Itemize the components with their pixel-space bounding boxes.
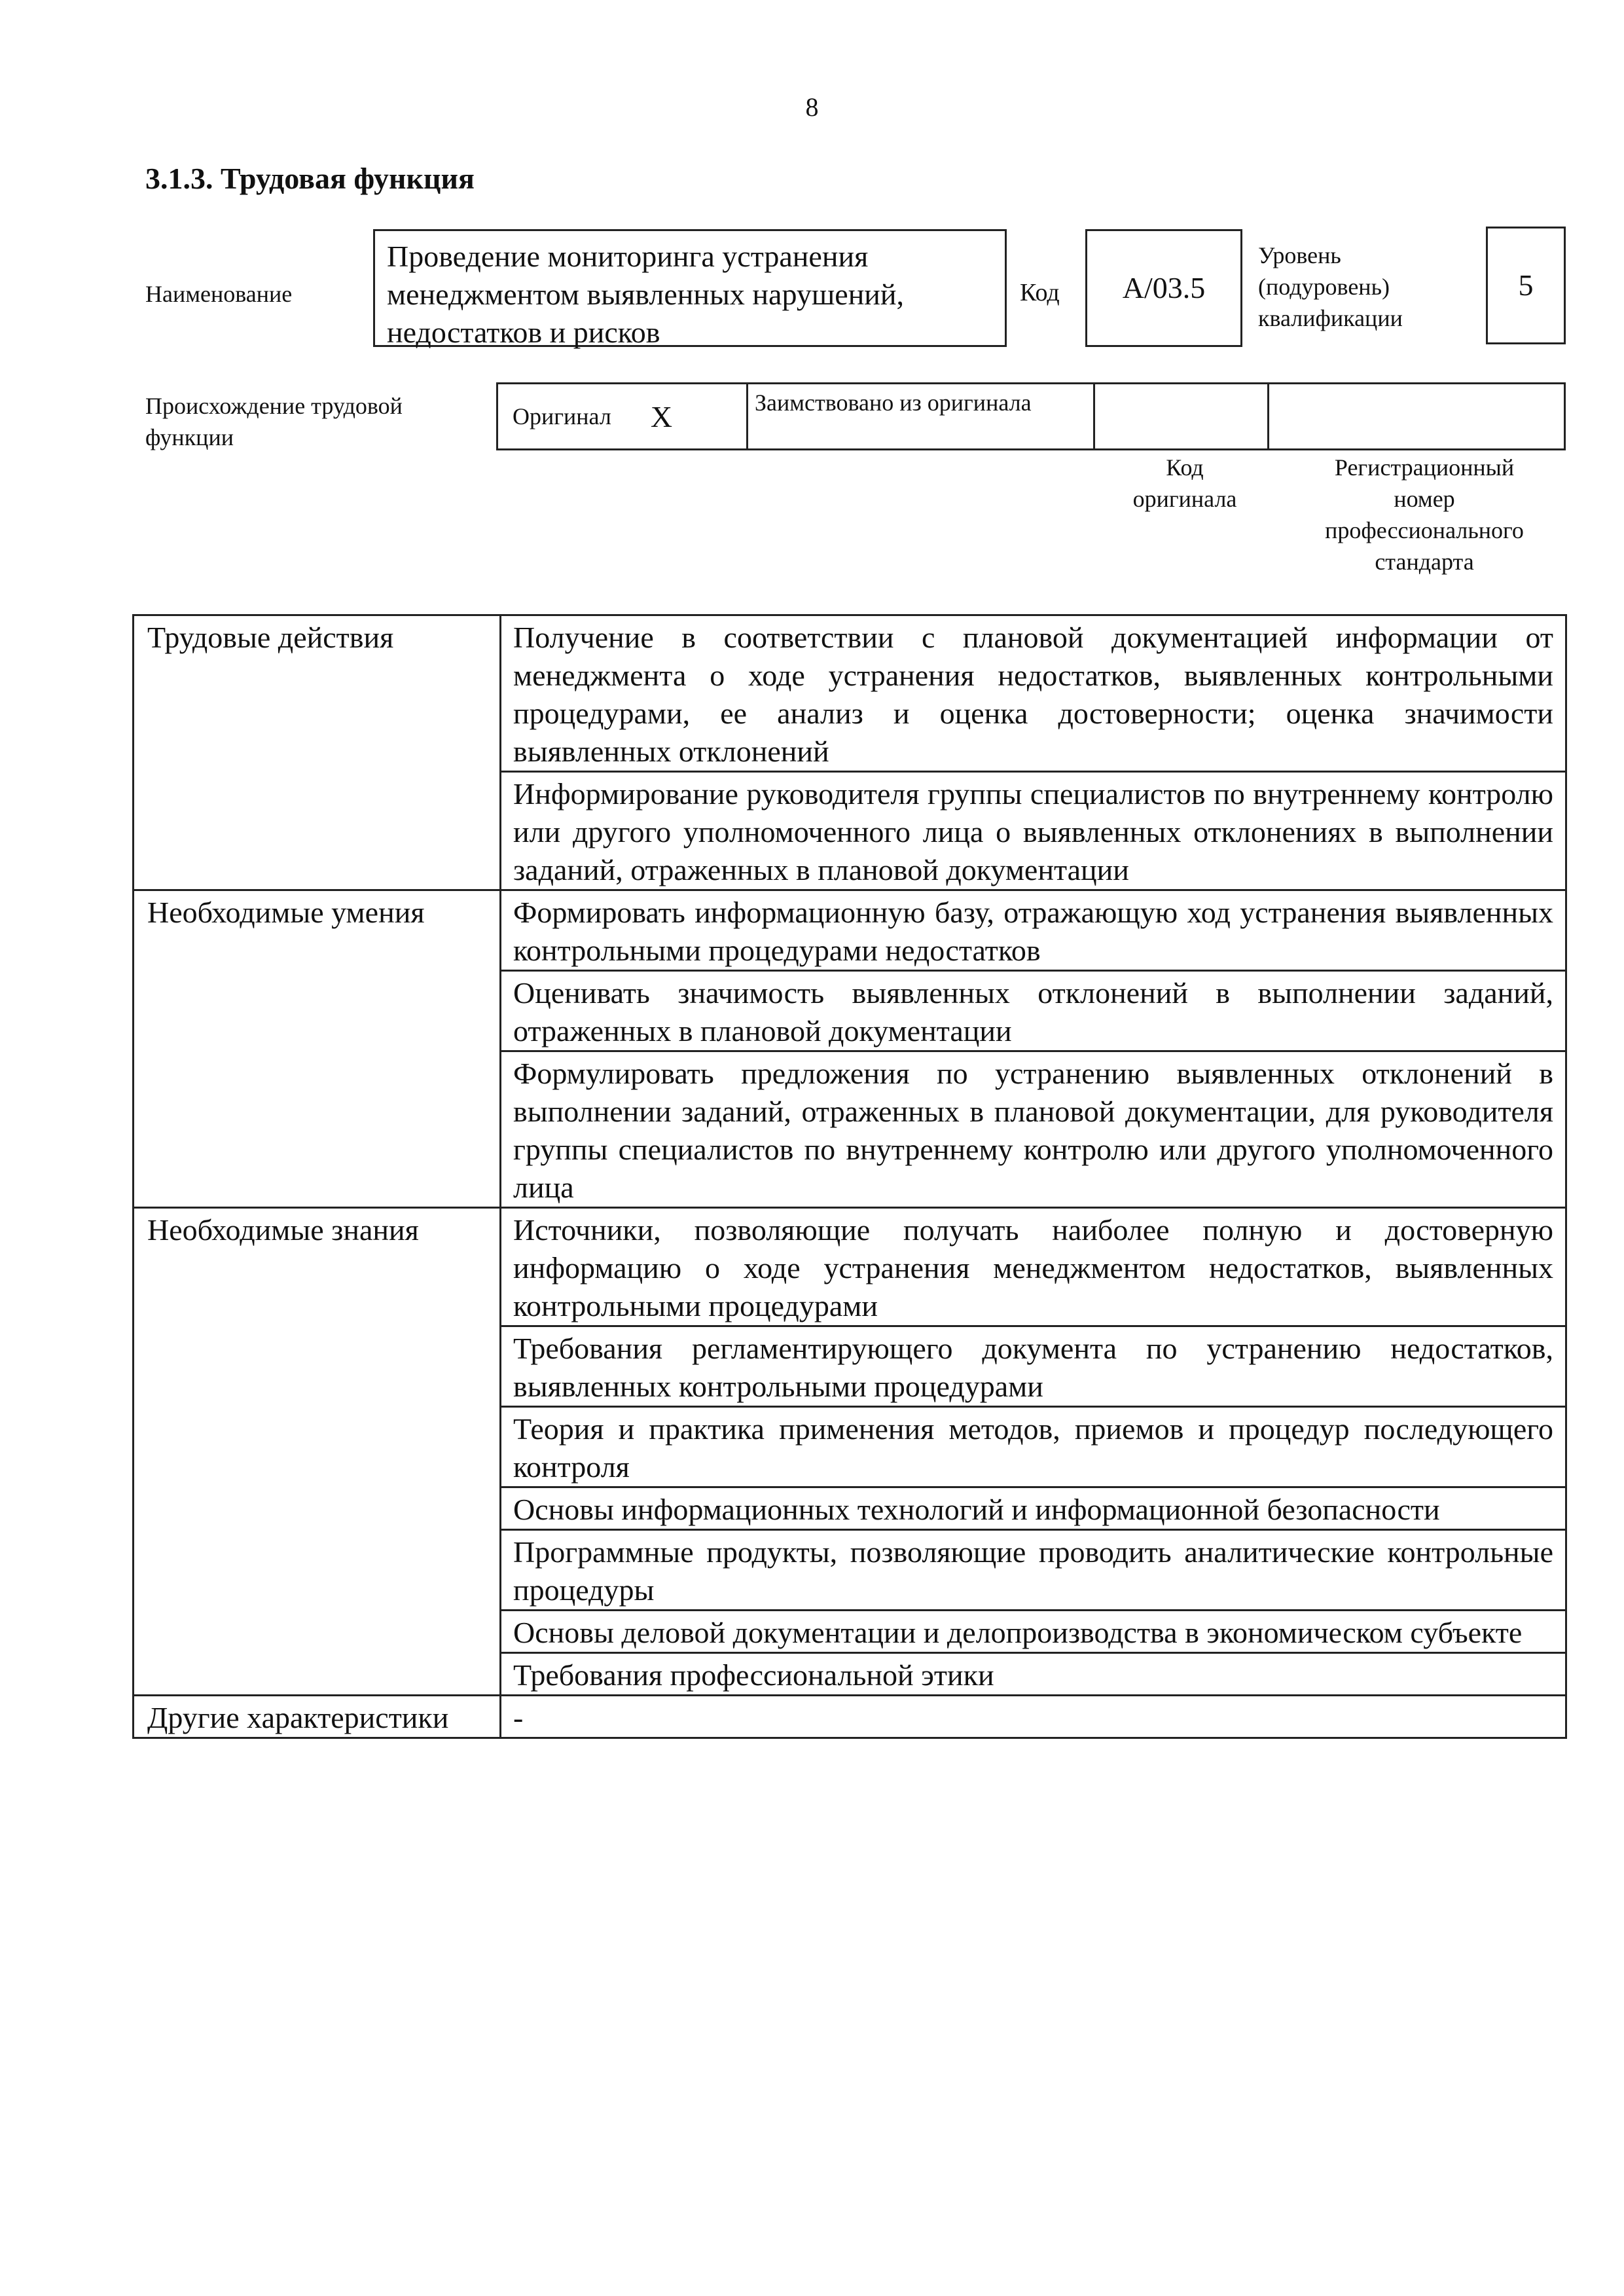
table-cell: Оценивать значимость выявленных отклонений в выполнении заданий, отраженных в плановой документации <box>501 971 1566 1051</box>
table-cell: Формировать информационную базу, отражающую ход устранения выявленных контрольными процедурами недостатков <box>501 890 1566 971</box>
skills-label: Необходимые умения <box>134 890 501 1208</box>
section-title: 3.1.3. Трудовая функция <box>145 162 475 195</box>
knowledge-label: Необходимые знания <box>134 1208 501 1696</box>
name-label: Наименование <box>145 281 293 307</box>
table-cell: Источники, позволяющие получать наиболее полную и достоверную информацию о ходе устранения менеджментом недостатков, выявленных контрольными процедурами <box>501 1208 1566 1326</box>
table-row <box>134 1696 1566 1738</box>
table-cell: Основы деловой документации и делопроизводства в экономическом субъекте <box>501 1611 1566 1653</box>
borrowed-label: Заимствовано из оригинала <box>748 384 1095 448</box>
other-value: - <box>501 1696 1566 1738</box>
page-number: 8 <box>805 92 819 122</box>
table-cell: Требования профессиональной этики <box>501 1653 1566 1696</box>
table-cell: Формулировать предложения по устранению выявленных отклонений в выполнении заданий, отраженных в плановой документации, для руководителя группы специалистов по внутреннему контролю или другого уполномоченного лица <box>501 1051 1566 1208</box>
original-mark: X <box>650 399 673 433</box>
labor-actions-label: Трудовые действия <box>134 615 501 890</box>
table-cell: Основы информационных технологий и информационной безопасности <box>501 1487 1566 1530</box>
origin-table <box>496 382 1566 450</box>
code-value: А/03.5 <box>1085 229 1242 347</box>
code-caption: Код оригинала <box>1132 454 1237 512</box>
table-cell: Получение в соответствии с плановой документацией информации от менеджмента о ходе устранения недостатков, выявленных контрольными процедурами, ее анализ и оценка достоверности; оценка значимости выявленных отклонений <box>501 615 1566 772</box>
origin-label: Происхождение трудовой функции <box>145 393 403 450</box>
origin-original-cell <box>498 384 748 448</box>
table-cell: Теория и практика применения методов, приемов и процедур последующего контроля <box>501 1407 1566 1487</box>
table-cell: Требования регламентирующего документа по устранению недостатков, выявленных контрольными процедурами <box>501 1326 1566 1407</box>
name-value: Проведение мониторинга устранения менеджментом выявленных нарушений, недостатков и рисков <box>373 229 1007 347</box>
table-row <box>134 890 1566 971</box>
code-label: Код <box>1020 279 1060 306</box>
original-label: Оригинал <box>513 403 611 429</box>
level-value: 5 <box>1486 227 1566 344</box>
table-row <box>134 615 1566 772</box>
table-row <box>134 1208 1566 1326</box>
other-label: Другие характеристики <box>134 1696 501 1738</box>
main-table <box>132 614 1567 1739</box>
origin-code-cell <box>1095 384 1269 448</box>
origin-reg-cell <box>1269 384 1564 448</box>
level-label: Уровень (подуровень) квалификации <box>1258 242 1403 331</box>
table-cell: Информирование руководителя группы специалистов по внутреннему контролю или другого уполномоченного лица о выявленных отклонениях в выполнении заданий, отраженных в плановой документации <box>501 772 1566 890</box>
table-cell: Программные продукты, позволяющие проводить аналитические контрольные процедуры <box>501 1530 1566 1611</box>
reg-caption: Регистрационный номер профессионального стандарта <box>1325 454 1524 575</box>
